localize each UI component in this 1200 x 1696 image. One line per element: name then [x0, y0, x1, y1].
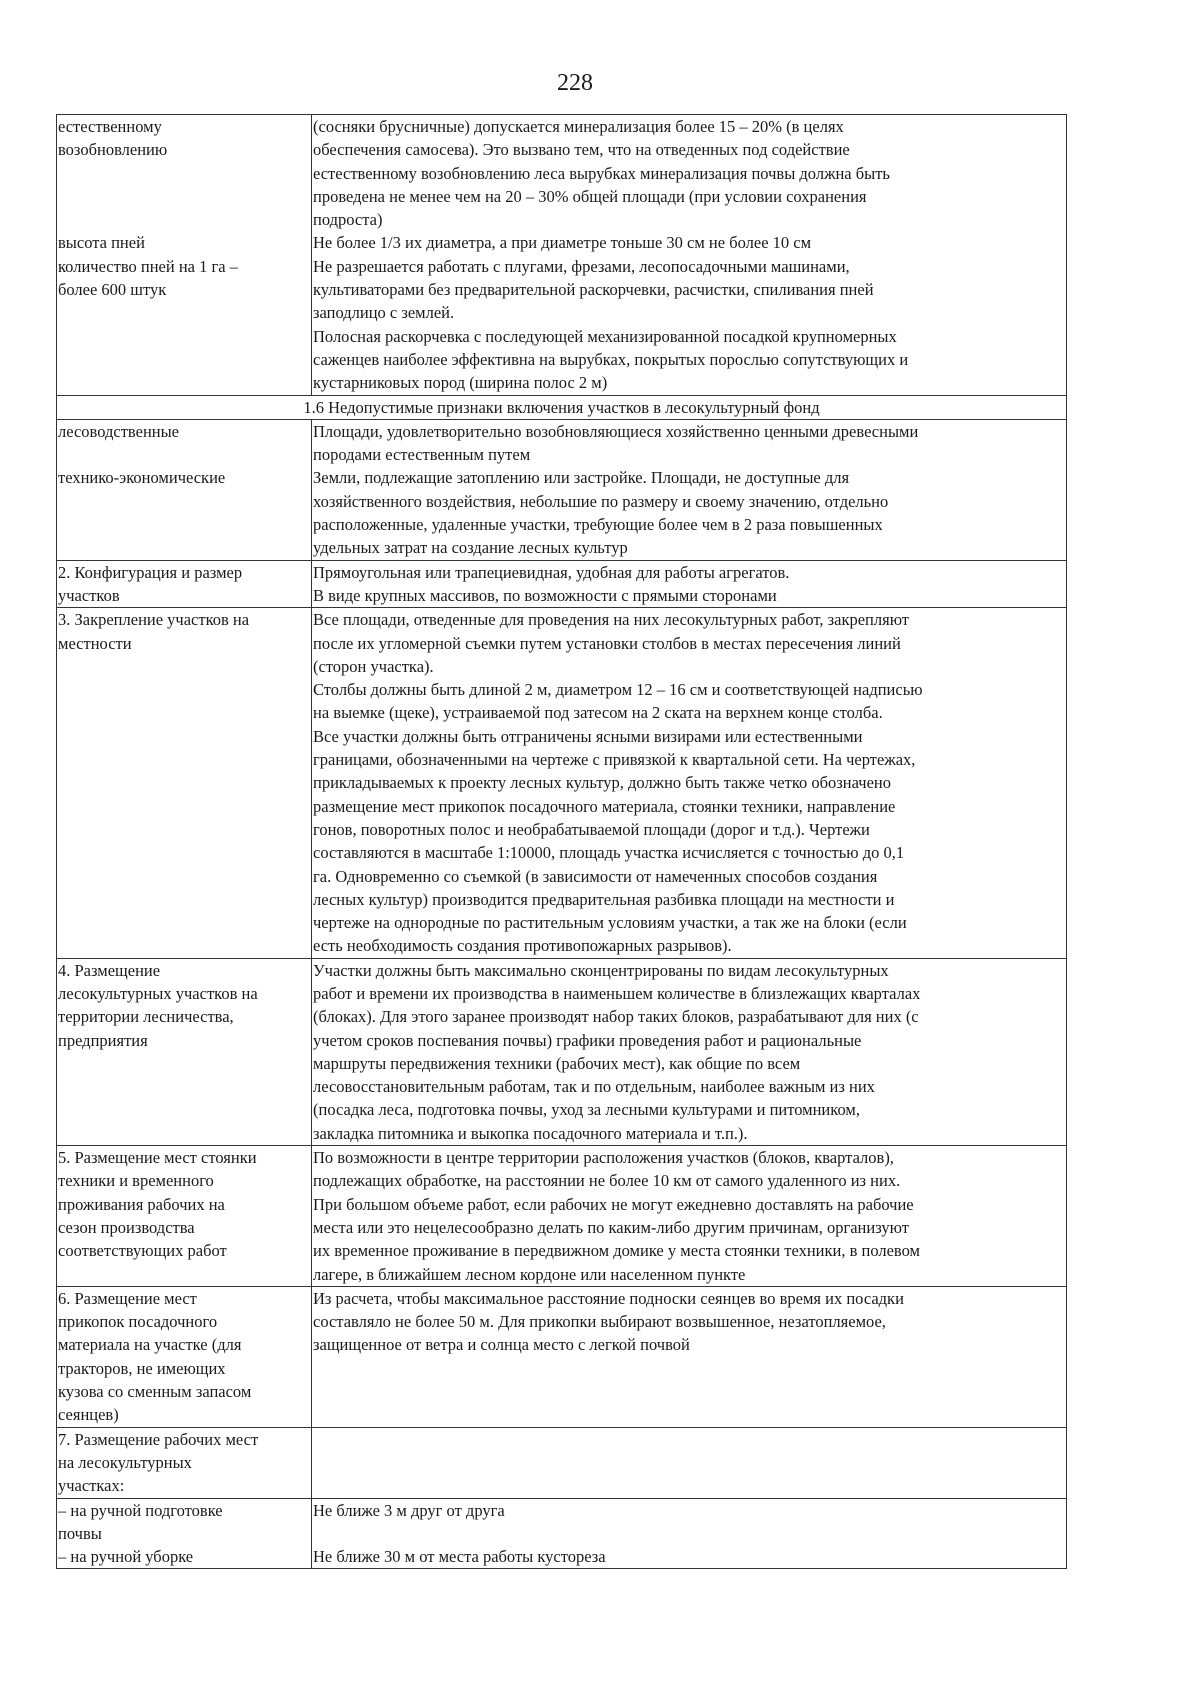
blank-line — [58, 208, 310, 231]
text-line: сезон производства — [58, 1217, 195, 1237]
text-line: после их угломерной съемки путем установки столбов в местах пересечения линий — [313, 633, 901, 653]
text-line: сеянцев) — [58, 1405, 119, 1425]
text-line: на выемке (щеке), устраиваемой под затесом на 2 ската на верхнем конце столба. — [313, 703, 883, 723]
text-line: границами, обозначенными на чертеже с привязкой к квартальной сети. На чертежах, — [313, 750, 916, 770]
text-line: составляло не более 50 м. Для прикопки выбирают возвышенное, незатопляемое, — [313, 1312, 886, 1332]
text-line: Земли, подлежащие затоплению или застройке. Площади, не доступные для — [313, 468, 850, 488]
text-line: количество пней на 1 га – — [58, 256, 238, 276]
indicator-cell — [57, 1498, 312, 1569]
text-line: расположенные, удаленные участки, требующие более чем в 2 раза повышенных — [313, 515, 883, 535]
text-line: 7. Размещение рабочих мест — [58, 1429, 259, 1449]
text-line: По возможности в центре территории расположения участков (блоков, кварталов), — [313, 1148, 894, 1168]
text-line: обеспечения самосева). Это вызвано тем, что на отведенных под содействие — [313, 140, 850, 160]
text-line: местности — [58, 633, 132, 653]
text-line: естественному возобновлению леса вырубках минерализация почвы должна быть — [313, 163, 890, 183]
text-line: При большом объеме работ, если рабочих не могут ежедневно доставлять на рабочие — [313, 1194, 914, 1214]
requirement-cell — [312, 1146, 1067, 1287]
text-line: составляются в масштабе 1:10000, площадь участка исчисляется с точностью до 0,1 — [313, 843, 905, 863]
text-line: места или это нецелесообразно делать по каким-либо другим причинам, организуют — [313, 1217, 909, 1237]
text-line: технико-экономические — [58, 468, 226, 488]
requirement-cell — [312, 1286, 1067, 1427]
text-line: их временное проживание в передвижном домике у места стоянки техники, в полевом — [313, 1241, 920, 1261]
requirement-cell — [312, 1498, 1067, 1569]
text-line: участков — [58, 585, 120, 605]
text-line: Все участки должны быть отграничены ясными визирами или естественными — [313, 726, 863, 746]
indicator-cell — [57, 958, 312, 1145]
text-line: В виде крупных массивов, по возможности с прямыми сторонами — [313, 585, 777, 605]
indicator-cell — [57, 560, 312, 608]
table-row — [57, 1286, 1067, 1427]
table-row — [57, 115, 1067, 396]
text-line: Из расчета, чтобы максимальное расстояние подноски сеянцев во время их посадки — [313, 1288, 904, 1308]
text-line: – на ручной подготовке — [58, 1500, 223, 1520]
text-line: – на ручной уборке — [58, 1547, 194, 1567]
text-line: лесных культур) производится предварительная разбивка площади на местности и — [313, 889, 895, 909]
blank-line — [58, 443, 310, 466]
text-line: 6. Размещение мест — [58, 1288, 197, 1308]
text-line: 2. Конфигурация и размер — [58, 562, 243, 582]
text-line: территории лесничества, — [58, 1007, 234, 1027]
table-row — [57, 1146, 1067, 1287]
text-line: Столбы должны быть длиной 2 м, диаметром 12 – 16 см и соответствующей надписью — [313, 680, 923, 700]
text-line: работ и времени их производства в наименьшем количестве в близлежащих кварталах — [313, 983, 921, 1003]
text-line: высота пней — [58, 233, 145, 253]
text-line: подлежащих обработке, на расстоянии не более 10 км от самого удаленного из них. — [313, 1171, 901, 1191]
table-row — [57, 419, 1067, 560]
text-line: соответствующих работ — [58, 1241, 227, 1261]
text-line: тракторов, не имеющих — [58, 1358, 226, 1378]
text-line: 4. Размещение — [58, 960, 161, 980]
text-line: га. Одновременно со съемкой (в зависимости от намеченных способов создания — [313, 866, 878, 886]
indicator-cell — [57, 1427, 312, 1498]
text-line: участках: — [58, 1476, 125, 1496]
requirement-cell — [312, 608, 1067, 958]
text-line: Не ближе 3 м друг от друга — [313, 1500, 505, 1520]
text-line: породами естественным путем — [313, 445, 531, 465]
text-line: заподлицо с землей. — [313, 303, 455, 323]
text-line: предприятия — [58, 1030, 148, 1050]
text-line: почвы — [58, 1523, 102, 1543]
text-line: Прямоугольная или трапециевидная, удобная для работы агрегатов. — [313, 562, 790, 582]
table-row — [57, 608, 1067, 958]
table-row — [57, 1498, 1067, 1569]
text-line: Не разрешается работать с плугами, фрезами, лесопосадочными машинами, — [313, 256, 850, 276]
text-line: хозяйственного воздействия, небольшие по размеру и своему значению, отдельно — [313, 491, 889, 511]
requirement-cell — [312, 115, 1067, 396]
text-line: Площади, удовлетворительно возобновляющиеся хозяйственно ценными древесными — [313, 421, 919, 441]
text-line: есть необходимость создания противопожарных разрывов). — [313, 936, 732, 956]
text-line: Не более 1/3 их диаметра, а при диаметре тоньше 30 см не более 10 см — [313, 233, 812, 253]
requirement-cell — [312, 560, 1067, 608]
text-line: материала на участке (для — [58, 1335, 242, 1355]
text-line: более 600 штук — [58, 280, 167, 300]
text-line: проживания рабочих на — [58, 1194, 225, 1214]
text-line: кузова со сменным запасом — [58, 1382, 252, 1402]
text-line: учетом сроков поспевания почвы) графики проведения работ и рациональные — [313, 1030, 862, 1050]
text-line: прикладываемых к проекту лесных культур, должно быть также четко обозначено — [313, 773, 891, 793]
text-line: культиваторами без предварительной раскорчевки, расчистки, спиливания пней — [313, 280, 874, 300]
text-line: 3. Закрепление участков на — [58, 610, 250, 630]
text-line: (сосняки брусничные) допускается минерализация более 15 – 20% (в целях — [313, 117, 844, 136]
table-body — [57, 115, 1067, 1569]
text-line: удельных затрат на создание лесных культур — [313, 538, 628, 558]
text-line: кустарниковых пород (ширина полос 2 м) — [313, 373, 608, 393]
section-heading: 1.6 Недопустимые признаки включения участков в лесокультурный фонд — [57, 395, 1067, 419]
requirement-cell — [312, 419, 1067, 560]
indicator-cell — [57, 1286, 312, 1427]
text-line: на лесокультурных — [58, 1452, 192, 1472]
text-line: (блоках). Для этого заранее производят набор таких блоков, разрабатывают для них (с — [313, 1007, 919, 1027]
requirement-cell — [312, 1427, 1067, 1498]
blank-line — [58, 185, 310, 208]
requirement-cell — [312, 958, 1067, 1145]
text-line: лесовосстановительным работам, так и по отдельным, наиболее важным из них — [313, 1077, 875, 1097]
text-line: подроста) — [313, 210, 383, 230]
page-number: 228 — [557, 70, 593, 96]
text-line: Не ближе 30 м от места работы кустореза — [313, 1547, 606, 1567]
text-line: (посадка леса, подготовка почвы, уход за лесными культурами и питомником, — [313, 1100, 860, 1120]
text-line: маршруты передвижения техники (рабочих мест), как общие по всем — [313, 1053, 801, 1073]
indicator-cell — [57, 419, 312, 560]
text-line: лесоводственные — [58, 421, 180, 441]
blank-line — [58, 162, 310, 185]
text-line: Участки должны быть максимально сконцентрированы по видам лесокультурных — [313, 960, 889, 980]
table-row — [57, 958, 1067, 1145]
text-line: прикопок посадочного — [58, 1312, 218, 1332]
text-line: (сторон участка). — [313, 656, 434, 676]
text-line: Полосная раскорчевка с последующей механизированной посадкой крупномерных — [313, 326, 897, 346]
text-line: 5. Размещение мест стоянки — [58, 1148, 257, 1168]
indicator-cell — [57, 1146, 312, 1287]
indicator-cell — [57, 608, 312, 958]
text-line: лагере, в ближайшем лесном кордоне или населенном пункте — [313, 1264, 746, 1284]
text-line: Все площади, отведенные для проведения на них лесокультурных работ, закрепляют — [313, 610, 910, 630]
text-line: гонов, поворотных полос и необрабатываемой площади (дорог и т.д.). Чертежи — [313, 819, 870, 839]
table-row — [57, 560, 1067, 608]
text-line: проведена не менее чем на 20 – 30% общей площади (при условии сохранения — [313, 186, 867, 206]
text-line: техники и временного — [58, 1171, 214, 1191]
text-line: саженцев наиболее эффективна на вырубках, покрытых порослью сопутствующих и — [313, 349, 909, 369]
indicator-cell — [57, 115, 312, 396]
text-line: естественному — [58, 117, 162, 136]
text-line: размещение мест прикопок посадочного материала, стоянки техники, направление — [313, 796, 896, 816]
text-line: защищенное от ветра и солнца место с легкой почвой — [313, 1335, 690, 1355]
text-line: возобновлению — [58, 140, 168, 160]
text-line: чертеже на однородные по растительным условиям участки, а так же на блоки (если — [313, 913, 907, 933]
blank-line — [313, 1522, 1065, 1545]
table-row — [57, 1427, 1067, 1498]
text-line: закладка питомника и выкопка посадочного материала и т.п.). — [313, 1123, 748, 1143]
table-row — [57, 395, 1067, 419]
norms-table — [56, 114, 1067, 1569]
text-line: лесокультурных участков на — [58, 983, 258, 1003]
